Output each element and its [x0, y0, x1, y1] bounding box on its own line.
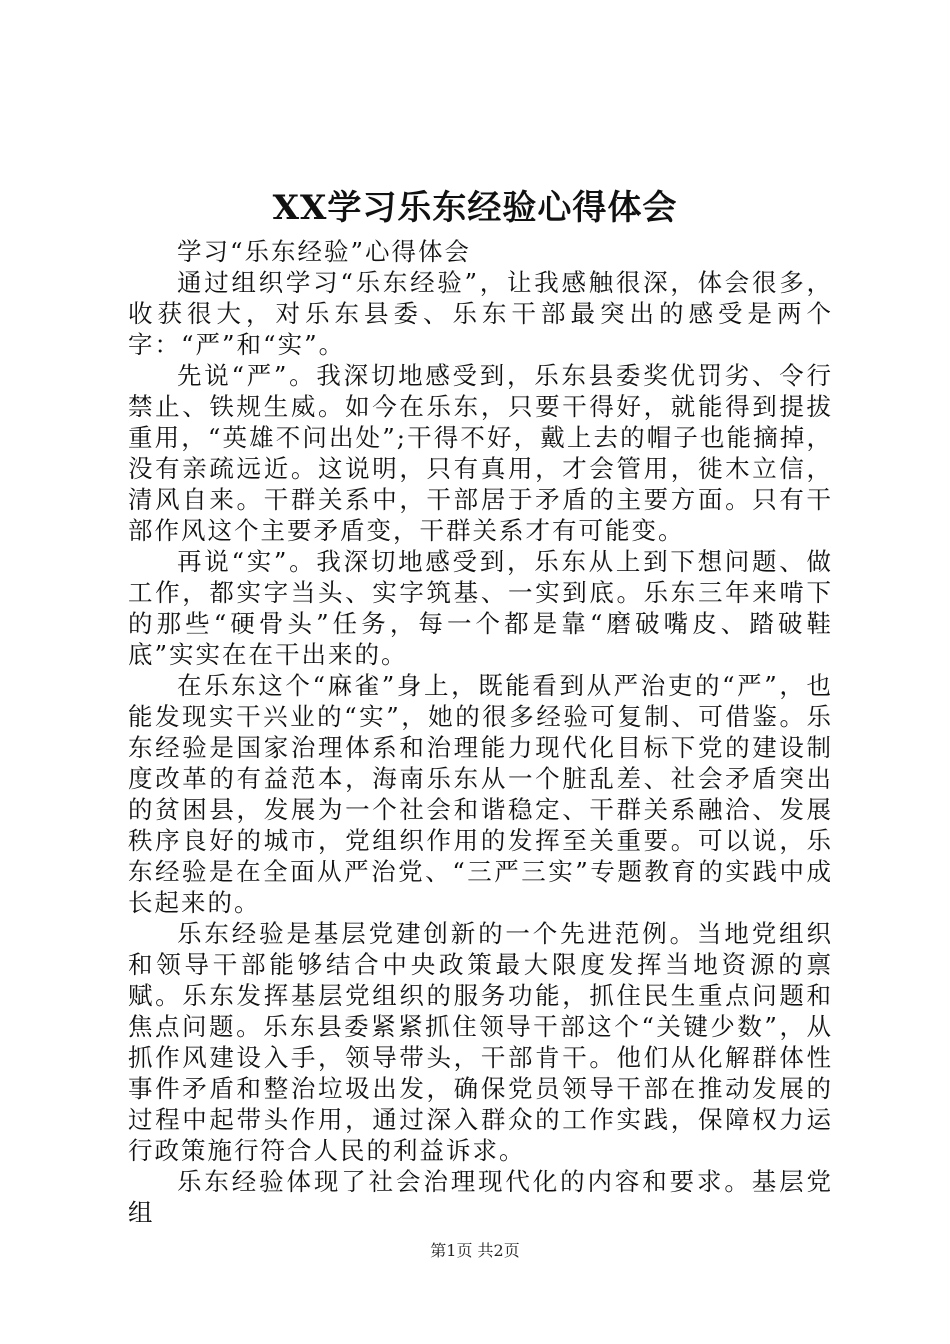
- paragraph: 乐东经验是基层党建创新的一个先进范例。当地党组织和领导干部能够结合中央政策最大限度发挥当地资源的禀赋。乐东发挥基层党组织的服务功能，抓住民生重点问题和焦点问题。乐东县委紧紧抓住领导干部这个“关键少数”，从抓作风建设入手，领导带头，干部肯干。他们从化解群体性事件矛盾和整治垃圾出发，确保党员领导干部在推动发展的过程中起带头作用，通过深入群众的工作实践，保障权力运行政策施行符合人民的利益诉求。: [128, 919, 833, 1165]
- document-body: [128, 236, 833, 1228]
- paragraph: 先说“严”。我深切地感受到，乐东县委奖优罚劣、令行禁止、铁规生威。如今在乐东，只要干得好，就能得到提拔重用，“英雄不问出处”;干得不好，戴上去的帽子也能摘掉，没有亲疏远近。这说明，只有真用，才会管用，徙木立信，清风自来。干群关系中，干部居于矛盾的主要方面。只有干部作风这个主要矛盾变，干群关系才有可能变。: [128, 361, 833, 545]
- paragraph: 再说“实”。我深切地感受到，乐东从上到下想问题、做工作，都实字当头、实字筑基、一实到底。乐东三年来啃下的那些“硬骨头”任务，每一个都是靠“磨破嘴皮、踏破鞋底”实实在在干出来的。: [128, 547, 833, 669]
- page-footer: 第1页 共2页: [430, 1241, 520, 1260]
- document-title: XX学习乐东经验心得体会: [272, 188, 678, 228]
- paragraph: 乐东经验体现了社会治理现代化的内容和要求。基层党组: [128, 1167, 833, 1227]
- paragraph: 在乐东这个“麻雀”身上，既能看到从严治吏的“严”，也能发现实干兴业的“实”，她的很多经验可复制、可借鉴。乐东经验是国家治理体系和治理能力现代化目标下党的建设制度改革的有益范本，海南乐东从一个脏乱差、社会矛盾突出的贫困县，发展为一个社会和谐稳定、干群关系融洽、发展秩序良好的城市，党组织作用的发挥至关重要。可以说，乐东经验是在全面从严治党、“三严三实”专题教育的实践中成长起来的。: [128, 671, 833, 917]
- paragraph-subtitle: 学习“乐东经验”心得体会: [177, 237, 472, 266]
- paragraph: 通过组织学习“乐东经验”，让我感触很深，体会很多，收获很大，对乐东县委、乐东干部最突出的感受是两个字：“严”和“实”。: [128, 268, 833, 359]
